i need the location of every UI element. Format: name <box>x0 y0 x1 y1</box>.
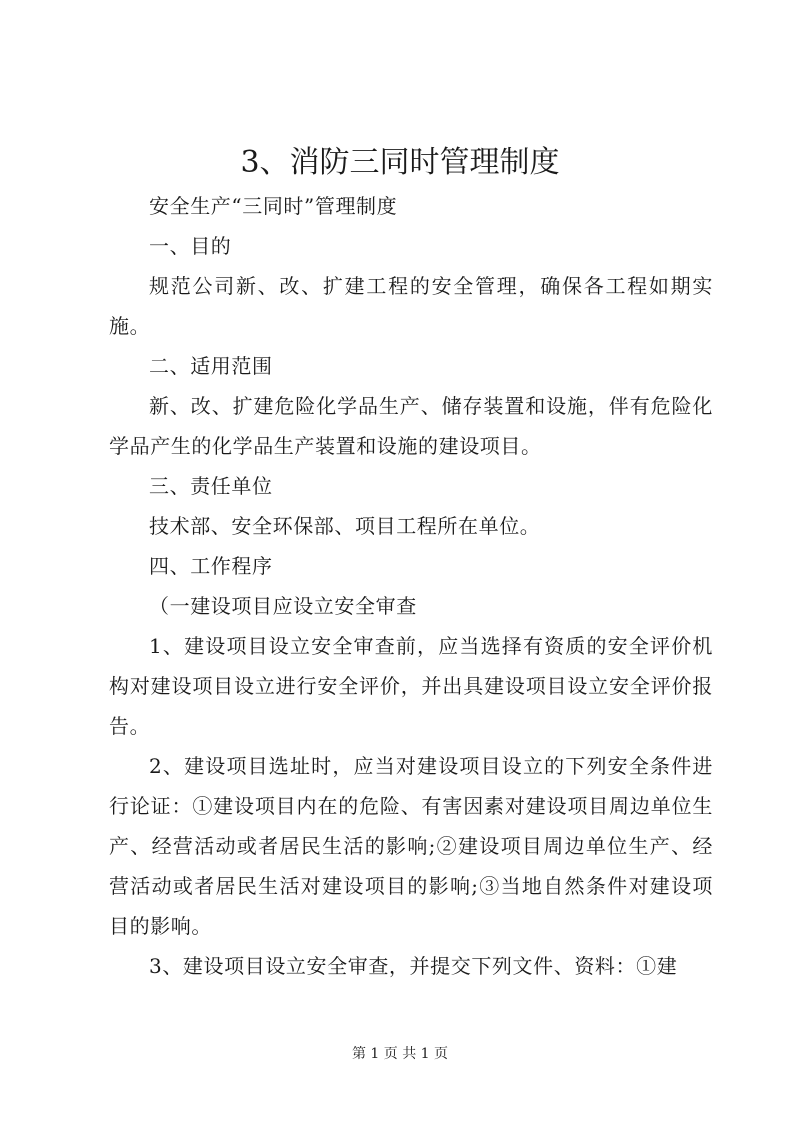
document-title: 3、消防三同时管理制度 <box>240 145 560 180</box>
paragraph-item-1: 1、建设项目设立安全审查前，应当选择有资质的安全评价机构对建设项目设立进行安全评价，并出具建设项目设立安全评价报告。 <box>109 634 713 738</box>
paragraph-scope: 新、改、扩建危险化学品生产、储存装置和设施，伴有危险化学品产生的化学品生产装置和设施的建设项目。 <box>109 394 713 458</box>
paragraph-purpose: 规范公司新、改、扩建工程的安全管理，确保各工程如期实施。 <box>109 274 713 338</box>
subsection-heading-1: （一建设项目应设立安全审查 <box>149 594 417 618</box>
section-heading-purpose: 一、目的 <box>149 234 232 258</box>
paragraph-1: 安全生产“三同时”管理制度 <box>149 194 398 218</box>
section-heading-responsibility: 三、责任单位 <box>149 474 273 498</box>
page-footer: 第 1 页 共 1 页 <box>351 1046 449 1062</box>
section-heading-procedure: 四、工作程序 <box>149 554 273 578</box>
document-body <box>109 186 713 986</box>
section-heading-scope: 二、适用范围 <box>149 354 273 378</box>
paragraph-item-2: 2、建设项目选址时，应当对建设项目设立的下列安全条件进行论证：①建设项目内在的危险、有害因素对建设项目周边单位生产、经营活动或者居民生活的影响;②建设项目周边单位生产、经营活动或者居民生活对建设项目的影响;③当地自然条件对建设项目的影响。 <box>109 754 713 938</box>
paragraph-responsibility: 技术部、安全环保部、项目工程所在单位。 <box>149 514 541 538</box>
paragraph-item-3: 3、建设项目设立安全审查，并提交下列文件、资料：①建 <box>149 954 678 978</box>
